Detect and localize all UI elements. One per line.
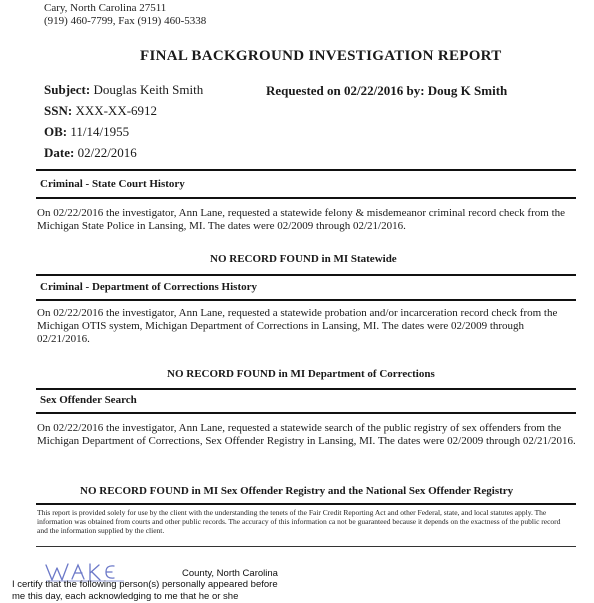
section-divider <box>36 546 576 547</box>
result-state-court: NO RECORD FOUND in MI Statewide <box>210 253 397 265</box>
subject-field <box>44 82 203 98</box>
section-paragraph-corrections: On 02/22/2016 the investigator, Ann Lane, requested a statewide probation and/or incarceration record check from the Michigan OTIS system, Michigan Department of Corrections in Lansing, MI. The dates were 02/2009 through 02/21/2016. <box>37 307 558 345</box>
section-heading-sex-offender: Sex Offender Search <box>40 394 137 406</box>
section-divider <box>36 503 576 505</box>
company-phone: (919) 460-7799, Fax (919) 460-5338 <box>44 15 207 27</box>
ob-label: OB: <box>44 124 68 139</box>
ssn-field <box>44 103 157 119</box>
certification-line-2: me this day, each acknowledging to me that he or she <box>12 591 239 602</box>
section-heading-state-court: Criminal - State Court History <box>40 178 185 190</box>
ssn-value: XXX-XX-6912 <box>75 103 158 118</box>
subject-label: Subject: <box>44 82 91 97</box>
ob-value: 11/14/1955 <box>70 124 130 139</box>
disclaimer-text: This report is provided solely for use by the client with the understanding the tenets of the Fair Credit Reporting Act and other Federal, state, and local statutes apply. The information was obtained from courts and other public records. The accuracy of this information ca not be guaranteed because it depends on the exactness of the public record and the information supplied by the client. <box>37 508 561 535</box>
date-field <box>44 145 137 161</box>
report-title: FINAL BACKGROUND INVESTIGATION REPORT <box>140 48 502 64</box>
date-value: 02/22/2016 <box>77 145 137 160</box>
section-divider <box>36 299 576 301</box>
certification-line-1: I certify that the following person(s) personally appeared before <box>12 579 278 590</box>
section-divider <box>36 412 576 414</box>
requested-line: Requested on 02/22/2016 by: Doug K Smith <box>266 83 508 98</box>
section-heading-corrections: Criminal - Department of Corrections History <box>40 281 257 293</box>
section-divider <box>36 197 576 199</box>
section-divider <box>36 169 576 171</box>
section-paragraph-state-court: On 02/22/2016 the investigator, Ann Lane, requested a statewide felony & misdemeanor criminal record check from the Michigan State Police in Lansing, MI. The dates were 02/2009 through 02/21/2016. <box>37 207 566 232</box>
ssn-label: SSN: <box>44 103 73 118</box>
section-divider <box>36 274 576 276</box>
ob-field <box>44 124 129 140</box>
subject-value: Douglas Keith Smith <box>93 82 204 97</box>
date-label: Date: <box>44 145 75 160</box>
section-divider <box>36 388 576 390</box>
result-corrections: NO RECORD FOUND in MI Department of Corrections <box>167 368 435 380</box>
company-address: Cary, North Carolina 27511 <box>44 2 167 14</box>
result-sex-offender: NO RECORD FOUND in MI Sex Offender Registry and the National Sex Offender Registry <box>80 485 514 497</box>
section-paragraph-sex-offender: On 02/22/2016 the investigator, Ann Lane, requested a statewide search of the public registry of sex offenders from the Michigan Department of Corrections, Sex Offender Registry in Lansing, MI. The dates were 02/2009 through 02/21/2016. <box>37 422 576 447</box>
county-label: County, North Carolina <box>182 568 278 579</box>
